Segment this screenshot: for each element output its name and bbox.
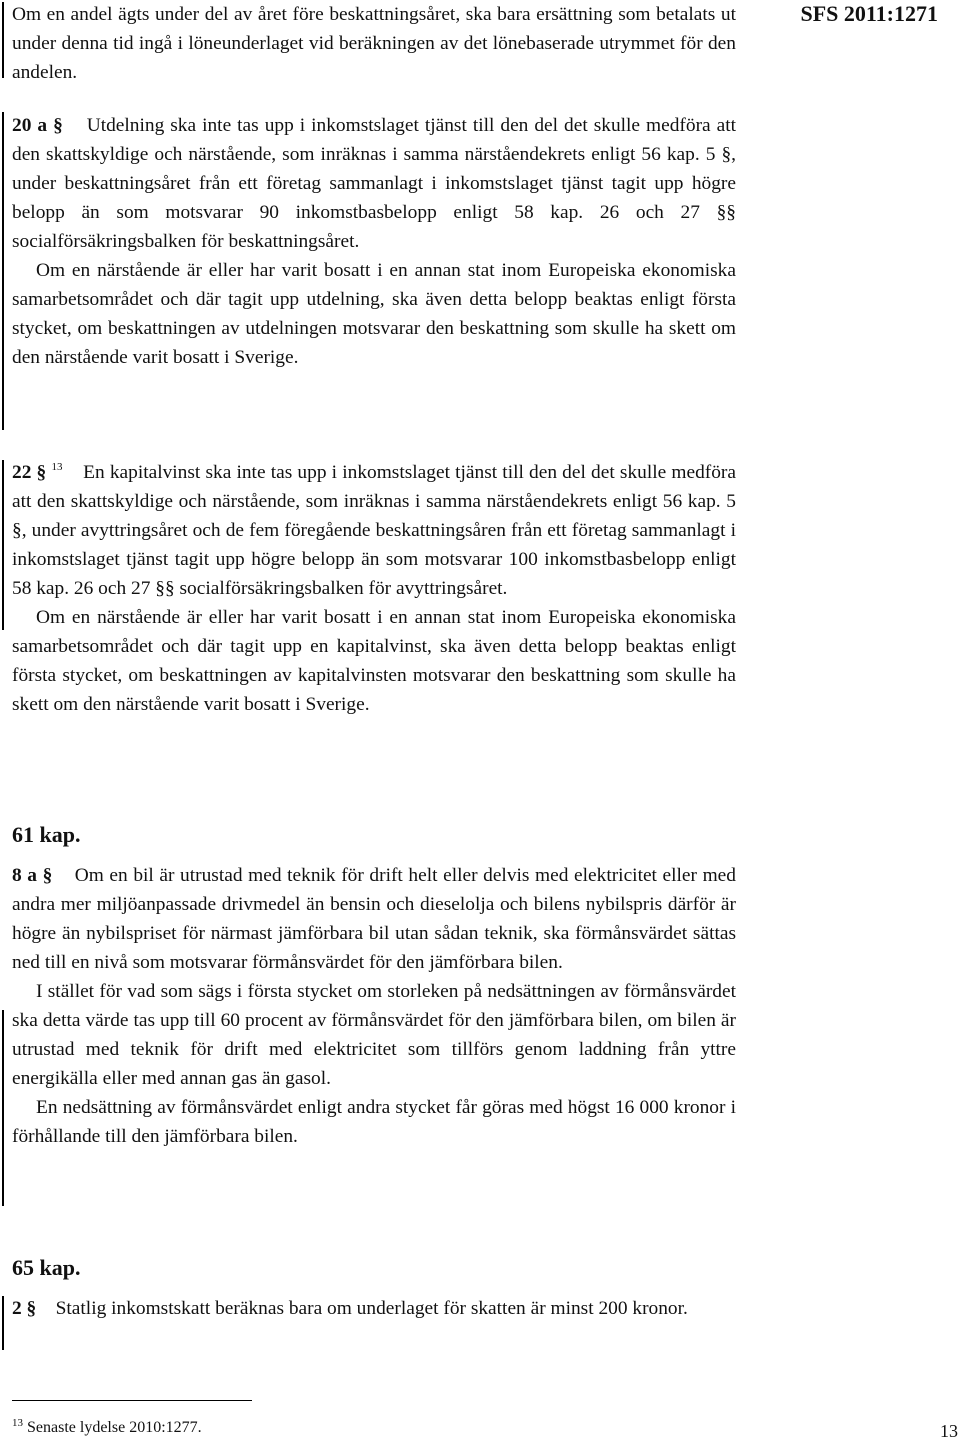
intro-block (12, 0, 736, 87)
section-2 (12, 1294, 736, 1323)
page-number: 13 (940, 1421, 958, 1441)
change-bar (2, 2, 4, 78)
change-bar (2, 1010, 4, 1206)
section-20a-paragraph-1 (12, 111, 736, 256)
change-bar (2, 112, 4, 430)
footnote (12, 1412, 202, 1439)
section-text: Statlig inkomstskatt beräknas bara om underlaget för skatten är minst 200 kronor. (55, 1298, 688, 1319)
intro-paragraph: Om en andel ägts under del av året före beskattningsåret, ska bara ersättning som betalats ut under denna tid ingå i löneunderlaget vid beräkningen av det lönebaserade utrymmet för den andelen. (12, 4, 736, 83)
section-20a-paragraph-2: Om en närstående är eller har varit bosatt i en annan stat inom Europeiska ekonomiska samarbetsområdet och där tagit upp utdelning, ska även detta belopp beaktas enligt första stycket, om beskattningen av utdelningen motsvarar den beskattning som skulle ha skett om den närstående varit bosatt i Sverige. (12, 260, 736, 368)
section-22-paragraph-1 (12, 458, 736, 603)
change-bar (2, 460, 4, 630)
section-text: Utdelning ska inte tas upp i inkomstslaget tjänst till den del det skulle medföra att den skattskyldige och närstående, som inräknas i samma närståendekrets enligt 56 kap. 5 §, under beskattningsåret från ett företag sammanlagt i inkomstslaget tjänst tagit upp högre belopp än som motsvarar 90 inkomstbasbelopp enligt 58 kap. 26 och 27 §§ socialförsäkringsbalken för beskattningsåret. (12, 115, 736, 252)
section-22-paragraph-2: Om en närstående är eller har varit bosatt i en annan stat inom Europeiska ekonomiska samarbetsområdet och där tagit upp en kapitalvinst, ska även detta belopp beaktas enligt första stycket, om beskattningen av kapitalvinsten motsvarar den beskattning som skulle ha skett om den närstående varit bosatt i Sverige. (12, 607, 736, 715)
chapter-65-title: 65 kap. (12, 1255, 81, 1280)
section-20a (12, 111, 736, 372)
change-bar (2, 1296, 4, 1350)
section-number: 8 a § (12, 865, 53, 886)
section-number: 22 § (12, 462, 47, 483)
section-number: 2 § (12, 1298, 37, 1319)
footnote-reference: 13 (51, 461, 63, 473)
chapter-61-title: 61 kap. (12, 822, 81, 847)
footnote-number: 13 (12, 1417, 23, 1429)
section-number: 20 a § (12, 115, 63, 136)
section-8a-paragraph-3: En nedsättning av förmånsvärdet enligt andra stycket får göras med högst 16 000 kronor i förhållande till den jämförbara bilen. (12, 1097, 736, 1147)
section-text: En kapitalvinst ska inte tas upp i inkomstslaget tjänst till den del det skulle medföra att den skattskyldige och närstående, som inräknas i samma närståendekrets enligt 56 kap. 5 §, under avyttringsåret och de fem föregående beskattningsåren från ett företag sammanlagt i inkomstslaget tjänst tagit upp högre belopp än som motsvarar 100 inkomstbasbelopp enligt 58 kap. 26 och 27 §§ socialförsäkringsbalken för avyttringsåret. (12, 462, 736, 599)
section-8a-paragraph-2: I stället för vad som sägs i första stycket om storleken på nedsättningen av förmånsvärdet ska detta värde tas upp till 60 procent av förmånsvärdet för den jämförbara bilen, om bilen är utrustad med teknik för drift med elektricitet som tillförs genom laddning från yttre energikälla eller med annan gas än gasol. (12, 981, 736, 1089)
footnote-text: Senaste lydelse 2010:1277. (27, 1419, 202, 1436)
sfs-reference: SFS 2011:1271 (800, 1, 938, 26)
section-2-paragraph-1 (12, 1294, 736, 1323)
section-22 (12, 458, 736, 719)
footnote-divider (12, 1400, 252, 1401)
section-8a (12, 861, 736, 1151)
section-8a-paragraph-1 (12, 861, 736, 977)
section-text: Om en bil är utrustad med teknik för drift helt eller delvis med elektricitet eller med andra mer miljöanpassade drivmedel än bensin och dieselolja och bilens nybilspris därför är högre än nybilspriset för närmast jämförbara bil utan sådan teknik, ska förmånsvärdet sättas ned till en nivå som motsvarar förmånsvärdet för den jämförbara bilen. (12, 865, 736, 973)
